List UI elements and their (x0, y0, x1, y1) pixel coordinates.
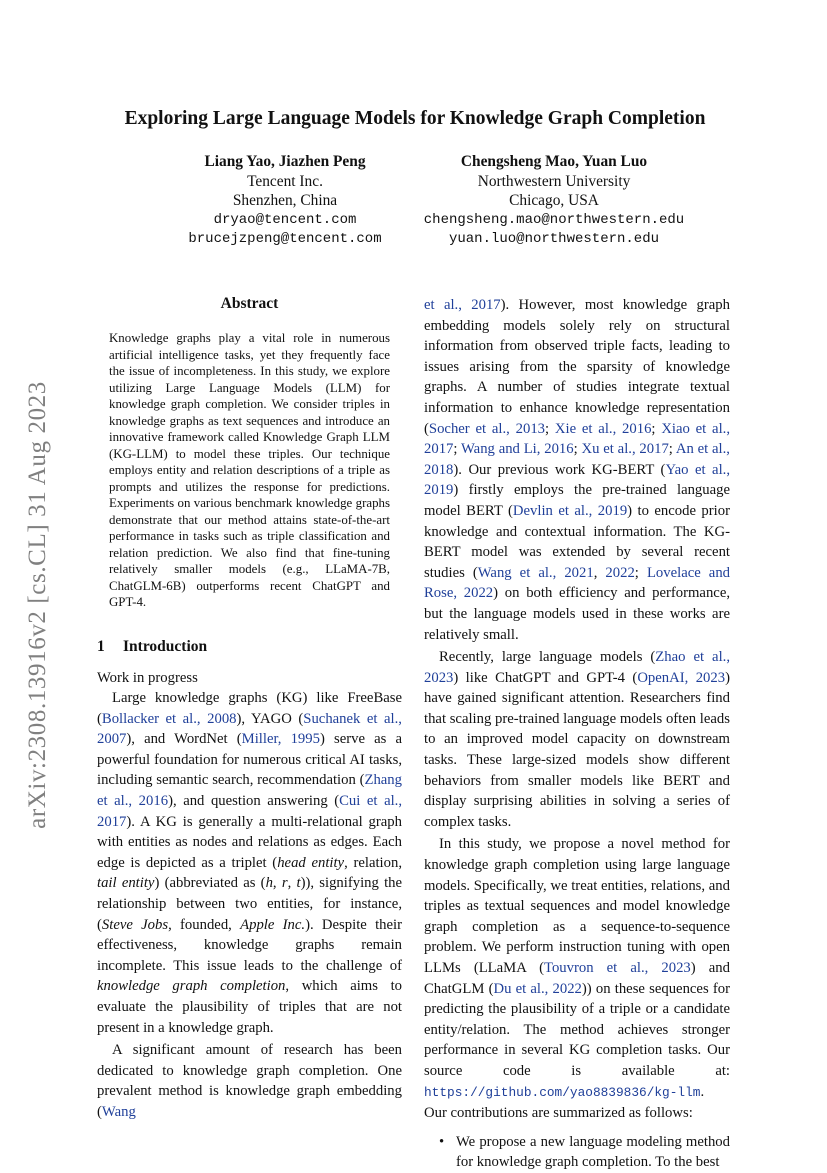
italic-term: Apple Inc. (240, 916, 306, 933)
author-email: dryao@tencent.com (213, 211, 357, 228)
text-run: . Our contributions are summarized as follows: (424, 1083, 705, 1122)
citation-link[interactable]: Devlin et al., 2019 (512, 502, 628, 519)
citation-link[interactable]: Wang and Li, 2016 (461, 441, 574, 458)
citation-link[interactable]: Miller, 1995 (241, 731, 320, 748)
citation-link[interactable]: et al., 2017 (424, 297, 501, 313)
citation-link[interactable]: Cui et al., 2017 (97, 793, 403, 830)
text-run: ) (abbreviated as ( (154, 875, 266, 892)
text-run: ). A KG is generally a multi-relational graph with entities as nodes and relations as edges. Each edge is depicted as a triplet ( (97, 813, 402, 871)
text-run: Recently, large language models ( (439, 649, 656, 666)
text-run: ), and question answering ( (168, 793, 340, 810)
arxiv-identifier: arXiv:2308.13916v2 [cs.CL] 31 Aug 2023 (24, 381, 52, 829)
italic-term: knowledge graph completion (97, 978, 286, 995)
citation-link[interactable]: Zhao et al., 2023 (424, 649, 730, 686)
author-email: yuan.luo@northwestern.edu (448, 231, 660, 247)
citation-link[interactable]: Xu et al., 2017 (581, 441, 669, 458)
citation-link[interactable]: 2022 (605, 564, 635, 581)
text-run: ; (573, 441, 582, 458)
citation-link[interactable]: Touvron et al., 2023 (544, 960, 691, 976)
text-run: ) like ChatGPT and GPT-4 ( (453, 669, 638, 686)
text-run: , (593, 564, 606, 581)
math-symbol: t (296, 875, 301, 892)
text-run: ) have gained significant attention. Researchers find that scaling pre-trained language models often leads to an improved model capacity on downstream tasks. These large-sized models show different behaviors from smaller models like BERT and display surprising abilities in solving a series of complex tasks. (424, 669, 730, 830)
intro-paragraph (97, 1040, 402, 1122)
text-run: ) serve as a powerful foundation for numerous critical AI tasks, including semantic search, recommendation ( (97, 731, 403, 789)
math-symbol: h (265, 875, 273, 892)
math-symbol: r (281, 875, 288, 892)
text-run: , (287, 875, 297, 892)
citation-link[interactable]: Xie et al., 2016 (554, 420, 652, 437)
bullet-text: We propose a new language modeling method for knowledge graph completion. To the best (456, 1133, 730, 1171)
citation-link[interactable]: Lovelace and Rose, 2022 (424, 564, 731, 602)
text-run: ) on both efficiency and performance, but the language models used in these works are relatively small. (424, 585, 731, 643)
bullet-mark: • (439, 1133, 445, 1150)
author-block-right (408, 152, 700, 250)
text-run: A significant amount of research has been dedicated to knowledge graph completion. One prevalent method is knowledge graph embedding ( (97, 1042, 402, 1120)
citation-link[interactable]: Xiao et al., 2017 (424, 420, 730, 458)
abstract-text: Knowledge graphs play a vital role in numerous artificial intelligence tasks, yet they frequently face the issue of incompleteness. In this study, we explore utilizing Large Language Models (LLM) for knowledge graph completion. We consider triples in knowledge graphs as text sequences and introduce an innovative framework called Knowledge Graph LLM (KG-LLM) to model these triples. Our technique employs entity and relation descriptions of a triple as prompts and utilizes the response for predictions. Experiments on various benchmark knowledge graphs demonstrate that our method attains state-of-the-art performance in tasks such as triple classification and relation prediction. We also find that fine-tuning relatively smaller models (e.g., LLaMA-7B, ChatGLM-6B) outperforms recent ChatGPT and GPT-4. (109, 331, 390, 609)
text-run: ). Our previous work KG-BERT ( (453, 461, 666, 478)
author-block-left (170, 152, 400, 250)
citation-link[interactable]: An et al., 2018 (424, 441, 730, 478)
text-run: ; (651, 420, 662, 437)
body-paragraph (424, 647, 730, 832)
text-run: ; (453, 441, 461, 458)
italic-term: Steve Jobs (101, 916, 169, 933)
source-code-url[interactable]: https://github.com/yao8839836/kg-llm (424, 1084, 701, 1100)
text-run: ) to encode prior knowledge and contextual information. The KG-BERT model was extended by several recent studies ( (424, 502, 730, 581)
text-run: ), YAGO ( (236, 710, 304, 727)
text-run: In this study, we propose a novel method for knowledge graph completion using large language models. Specifically, we treat entities, relations, and triples as textual sequences and model knowledge graph completion as a sequence-to-sequence problem. We perform instruction tuning with open LLMs (LLaMA ( (424, 836, 730, 976)
body-paragraph (424, 295, 730, 645)
text-run: , founded, (168, 916, 241, 933)
intro-paragraph (97, 688, 402, 1038)
author-email: brucejzpeng@tencent.com (188, 231, 382, 247)
italic-term: tail entity (97, 875, 155, 892)
text-run: , which aims to evaluate the plausibility of triples that are not present in a knowledge graph. (97, 978, 402, 1036)
text-run: , (272, 875, 282, 892)
citation-link[interactable]: Wang (101, 1103, 136, 1120)
author-location: Shenzhen, China (232, 192, 338, 209)
citation-link[interactable]: Suchanek et al., 2007 (97, 710, 402, 748)
body-paragraph (424, 834, 730, 1123)
author-names: Chengsheng Mao, Yuan Luo (460, 153, 648, 170)
left-column (97, 295, 402, 1123)
citation-link[interactable]: Yao et al., 2019 (424, 461, 730, 499)
citation-link[interactable]: Socher et al., 2013 (428, 420, 546, 437)
citation-link[interactable]: OpenAI, 2023 (637, 669, 726, 686)
citation-link[interactable]: Du et al., 2022 (493, 980, 582, 997)
paper-title: Exploring Large Language Models for Knowledge Graph Completion (124, 108, 706, 129)
text-run: , relation, (344, 854, 402, 871)
author-email: chengsheng.mao@northwestern.edu (423, 211, 685, 228)
text-run: ). Despite their effectiveness, knowledge graphs remain incomplete. This issue leads to the challenge of (97, 916, 402, 974)
section-title: Introduction (123, 637, 208, 655)
section-heading (97, 638, 402, 656)
text-run: ; (545, 420, 555, 437)
work-in-progress-note: Work in progress (97, 669, 198, 686)
right-column (424, 295, 730, 1173)
text-run: ), and WordNet ( (126, 731, 242, 748)
citation-link[interactable]: Bollacker et al., 2008 (101, 710, 237, 727)
text-run: ). However, most knowledge graph embedding models solely rely on structural information from observed triple facts, leading to issues arising from the sparsity of knowledge graphs. A number of studies integrate textual information to enhance knowledge representation ( (424, 297, 730, 437)
author-affiliation: Tencent Inc. (247, 172, 323, 190)
text-run: ; (668, 441, 676, 458)
section-number: 1 (97, 637, 105, 655)
italic-term: head entity (277, 854, 345, 871)
citation-link[interactable]: Wang et al., 2021 (477, 564, 594, 581)
text-run: ) and ChatGLM ( (424, 960, 730, 997)
abstract-heading: Abstract (220, 295, 279, 312)
author-names: Liang Yao, Jiazhen Peng (204, 153, 366, 170)
author-location: Chicago, USA (509, 192, 599, 209)
text-run: )) on these sequences for predicting the plausibility of a triple or a candidate entity/relation. The method achieves stronger performance in several KG completion tasks. Our source code is available at: (424, 980, 730, 1079)
text-run: ) firstly employs the pre-trained language model BERT ( (424, 482, 730, 519)
text-run: ; (634, 564, 647, 581)
text-run: Large knowledge graphs (KG) like FreeBase ( (97, 690, 402, 727)
author-affiliation: Northwestern University (477, 172, 631, 190)
contribution-bullet (439, 1132, 730, 1173)
text-run: )), signifying the relationship between two entities, for instance, ( (97, 875, 403, 933)
citation-link[interactable]: Zhang et al., 2016 (97, 772, 402, 810)
